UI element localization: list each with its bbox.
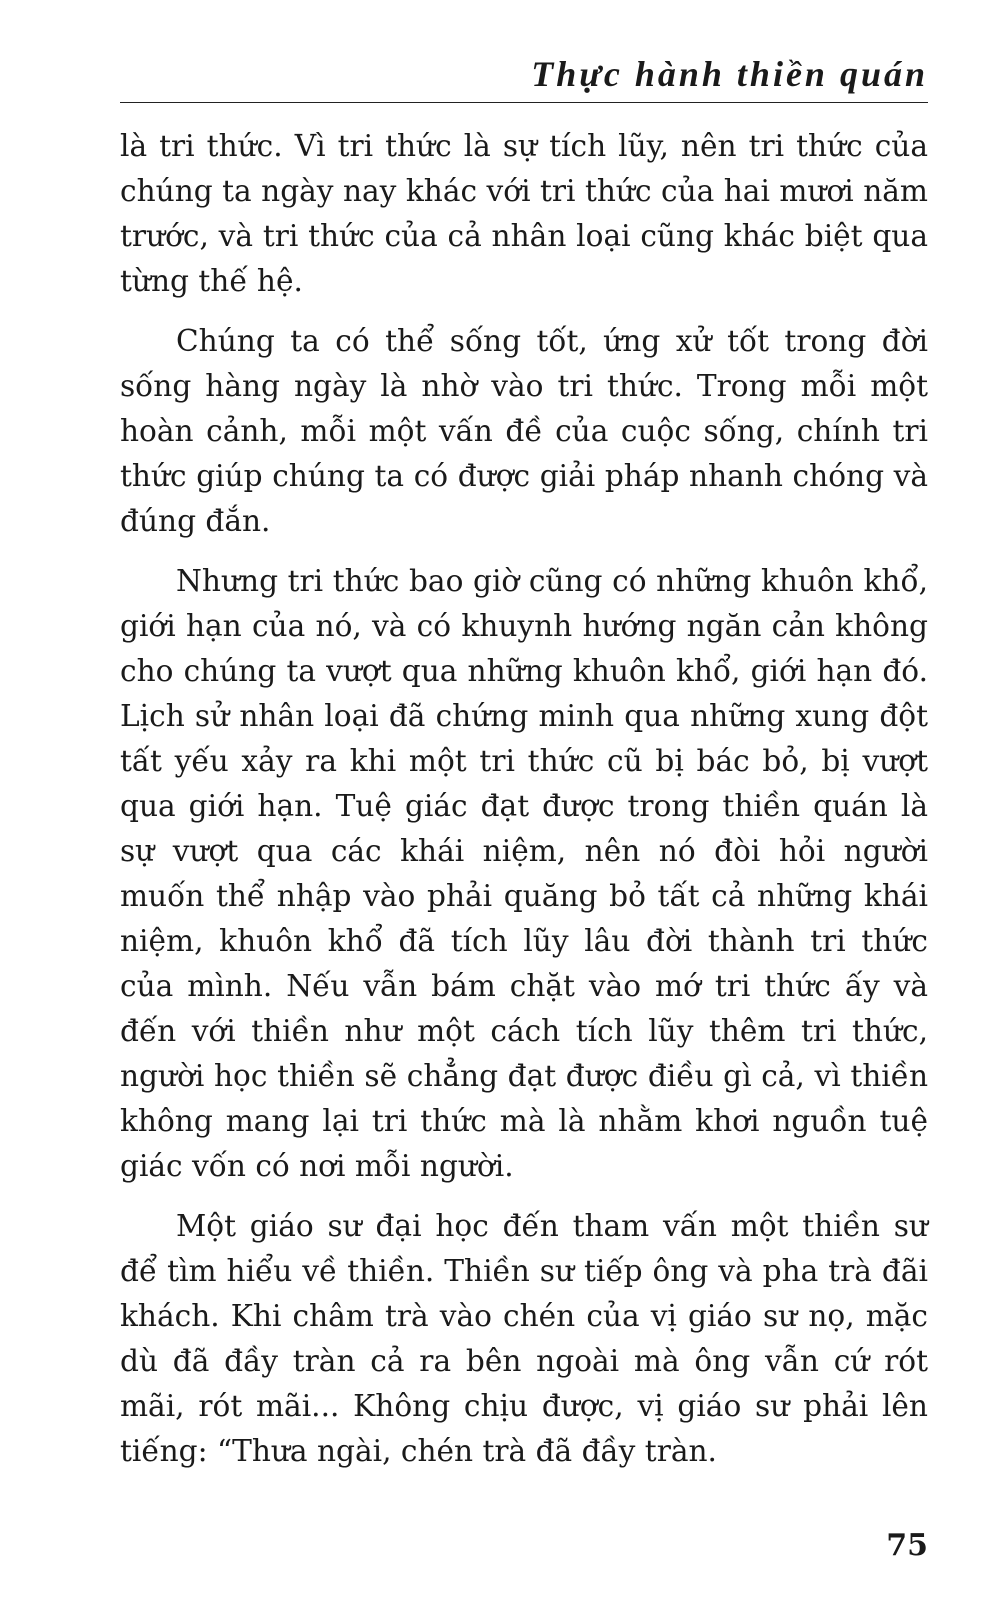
paragraph-1: là tri thức. Vì tri thức là sự tích lũy, nên tri thức của chúng ta ngày nay khác với tri thức của hai mươi năm trước, và tri thức của cả nhân loại cũng khác biệt qua từng thế hệ. [120,129,928,298]
paragraph-4: Một giáo sư đại học đến tham vấn một thiền sư để tìm hiểu về thiền. Thiền sư tiếp ông và pha trà đãi khách. Khi châm trà vào chén của vị giáo sư nọ, mặc dù đã đầy tràn cả ra bên ngoài mà ông vẫn cứ rót mãi, rót mãi... Không chịu được, vị giáo sư phải lên tiếng: “Thưa ngài, chén trà đã đầy tràn. [120,1209,928,1468]
header-rule [120,102,928,103]
body-text [120,124,928,1489]
paragraph-2: Chúng ta có thể sống tốt, ứng xử tốt trong đời sống hàng ngày là nhờ vào tri thức. Trong mỗi một hoàn cảnh, mỗi một vấn đề của cuộc sống, chính tri thức giúp chúng ta có được giải pháp nhanh chóng và đúng đắn. [120,324,928,538]
paragraph-3: Nhưng tri thức bao giờ cũng có những khuôn khổ, giới hạn của nó, và có khuynh hướng ngăn cản không cho chúng ta vượt qua những khuôn khổ, giới hạn đó. Lịch sử nhân loại đã chứng minh qua những xung đột tất yếu xảy ra khi một tri thức cũ bị bác bỏ, bị vượt qua giới hạn. Tuệ giác đạt được trong thiền quán là sự vượt qua các khái niệm, nên nó đòi hỏi người muốn thể nhập vào phải quăng bỏ tất cả những khái niệm, khuôn khổ đã tích lũy lâu đời thành tri thức của mình. Nếu vẫn bám chặt vào mớ tri thức ấy và đến với thiền như một cách tích lũy thêm tri thức, người học thiền sẽ chẳng đạt được điều gì cả, vì thiền không mang lại tri thức mà là nhằm khơi nguồn tuệ giác vốn có nơi mỗi người. [120,564,928,1183]
page-number: 75 [886,1528,928,1563]
running-header: Thực hành thiền quán [531,54,928,94]
